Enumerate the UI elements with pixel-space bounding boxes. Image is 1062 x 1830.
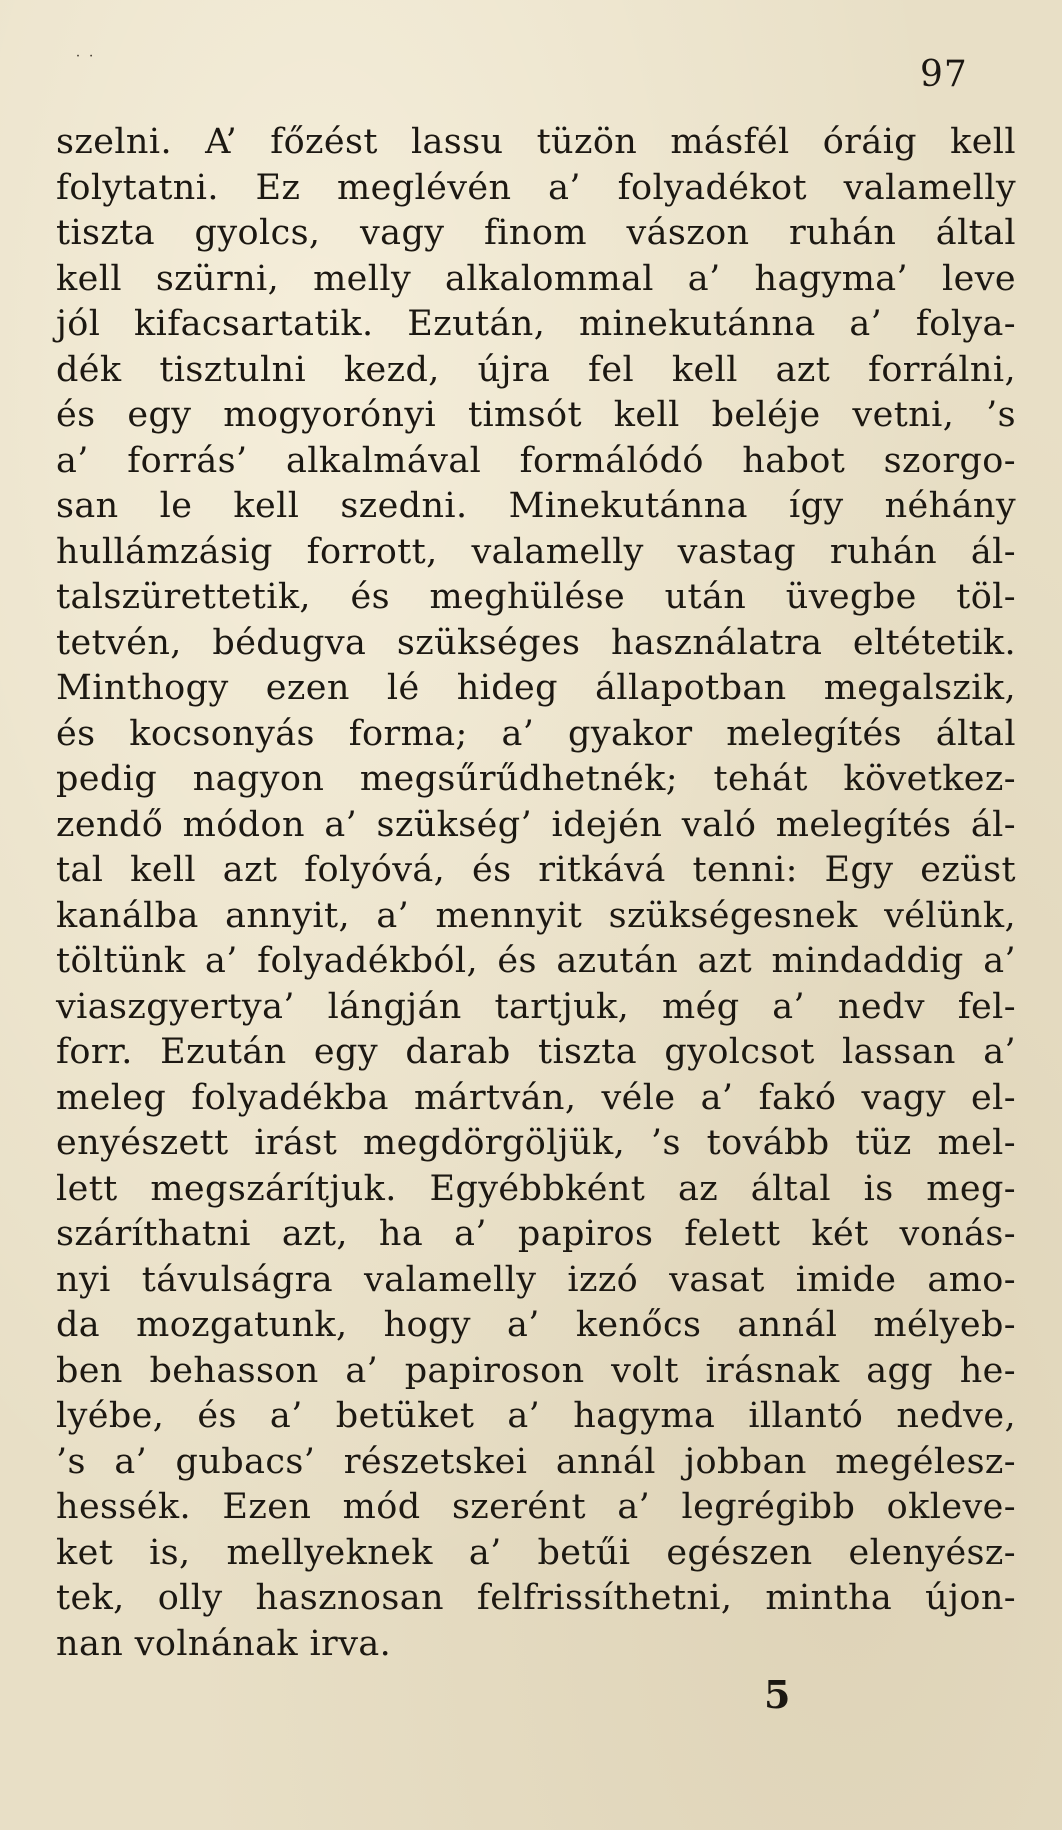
text-line: tek, olly hasznosan felfrissíthetni, mintha újon- [56, 1578, 1016, 1618]
text-line: töltünk a’ folyadékból, és azután azt mindaddig a’ [56, 941, 1016, 981]
text-line: lyébe, és a’ betüket a’ hagyma illantó nedve, [56, 1396, 1016, 1436]
text-line: tetvén, bédugva szükséges használatra eltétetik. [56, 622, 1016, 663]
text-line: pedig nagyon megsűrűdhetnék; tehát következ- [56, 759, 1016, 799]
text-line: és egy mogyorónyi timsót kell beléje vetni, ’s [56, 395, 1016, 435]
body-text [56, 120, 1016, 1667]
text-line: kell szürni, melly alkalommal a’ hagyma’ leve [56, 258, 1016, 299]
text-line: jól kifacsartatik. Ezután, minekutánna a’ folya- [56, 304, 1016, 344]
text-line: da mozgatunk, hogy a’ kenőcs annál mélyeb- [56, 1305, 1016, 1345]
text-line: kanálba annyit, a’ mennyit szükségesnek vélünk, [56, 895, 1016, 936]
text-line: tal kell azt folyóvá, és ritkává tenni: Egy ezüst [56, 850, 1016, 890]
text-line: ket is, mellyeknek a’ betűi egészen elenyész- [56, 1532, 1016, 1573]
text-line: ’s a’ gubacs’ részetskei annál jobban megélesz- [56, 1441, 1016, 1482]
text-line: nan volnának irva. [56, 1623, 392, 1664]
text-line: a’ forrás’ alkalmával formálódó habot szorgo- [56, 440, 1016, 481]
text-line: hullámzásig forrott, valamelly vastag ruhán ál- [56, 531, 1016, 572]
text-line: san le kell szedni. Minekutánna így néhány [56, 486, 1016, 526]
text-line: meleg folyadékba mártván, véle a’ fakó vagy el- [56, 1077, 1016, 1118]
text-line: zendő módon a’ szükség’ idején való melegítés ál- [56, 804, 1016, 845]
text-line: lett megszárítjuk. Egyébbként az által is meg- [56, 1168, 1016, 1209]
text-line: tiszta gyolcs, vagy finom vászon ruhán által [56, 213, 1016, 253]
text-line: ben behasson a’ papiroson volt irásnak agg he- [56, 1350, 1016, 1391]
text-line: hessék. Ezen mód szerént a’ legrégibb okleve- [56, 1487, 1016, 1527]
text-line: forr. Ezután egy darab tiszta gyolcsot lassan a’ [56, 1032, 1016, 1072]
text-line: szelni. A’ főzést lassu tüzön másfél óráig kell [56, 122, 1016, 162]
signature-mark: 5 [764, 1672, 791, 1717]
text-line: és kocsonyás forma; a’ gyakor melegítés által [56, 713, 1016, 754]
text-line: száríthatni azt, ha a’ papiros felett két vonás- [56, 1214, 1016, 1254]
text-line: talszürettetik, és meghülése után üvegbe töl- [56, 577, 1016, 617]
text-line: dék tisztulni kezd, újra fel kell azt forrálni, [56, 349, 1016, 390]
text-line: Minthogy ezen lé hideg állapotban megalszik, [56, 668, 1016, 708]
text-line: enyészett irást megdörgöljük, ’s tovább tüz mel- [56, 1123, 1016, 1163]
page-number: 97 [920, 54, 968, 95]
text-line: folytatni. Ez meglévén a’ folyadékot valamelly [56, 167, 1016, 208]
text-line: viaszgyertya’ lángján tartjuk, még a’ nedv fel- [56, 986, 1016, 1027]
text-line: nyi távulságra valamelly izzó vasat imide amo- [56, 1259, 1016, 1300]
corner-mark: ˙ ˙ [74, 52, 96, 71]
